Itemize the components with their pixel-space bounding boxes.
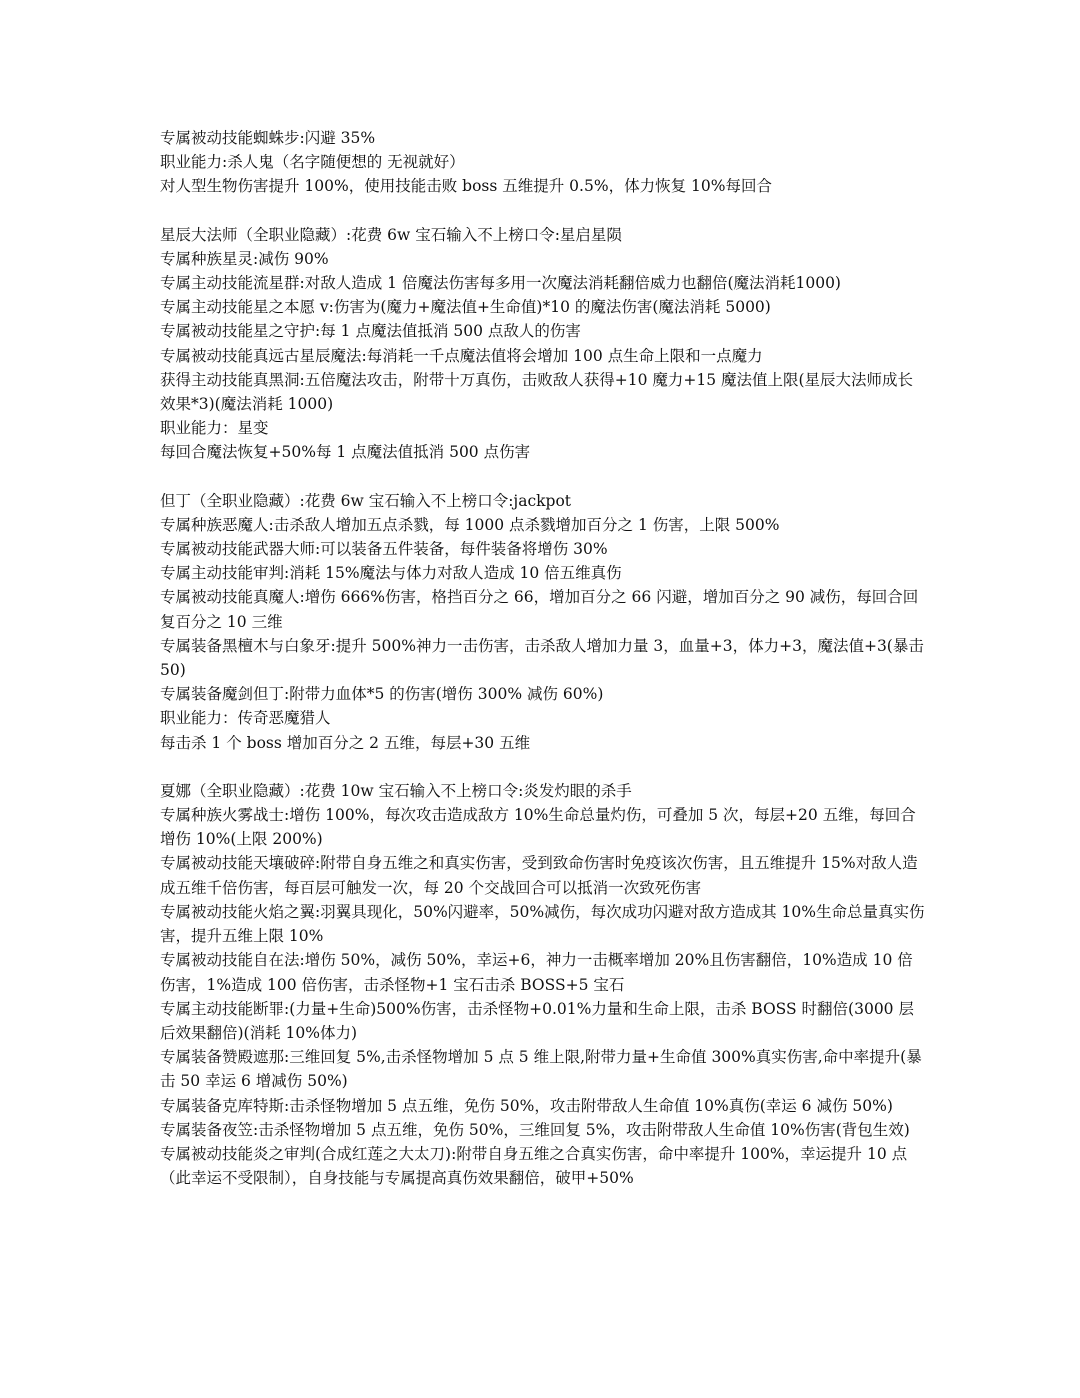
text-line: 但丁（全职业隐藏）:花费 6w 宝石输入不上榜口令:jackpot	[160, 491, 572, 510]
text-line: 专属被动技能自在法:增伤 50%，减伤 50%，幸运+6，神力一击概率增加 20%且伤害翻倍，10%造成 10 倍伤害，1%造成 100 倍伤害，击杀怪物+1 宝石击杀 BOSS+5 宝石	[160, 951, 913, 994]
text-section	[160, 126, 925, 199]
text-line: 职业能力:杀人鬼（名字随便想的 无视就好）	[160, 153, 465, 172]
text-line: 专属主动技能流星群:对敌人造成 1 倍魔法伤害每多用一次魔法消耗翻倍威力也翻倍(魔法消耗1000)	[160, 274, 841, 293]
text-line: 专属主动技能审判:消耗 15%魔法与体力对敌人造成 10 倍五维真伤	[160, 564, 622, 583]
text-line: 专属被动技能火焰之翼:羽翼具现化，50%闪避率，50%减伤，每次成功闪避对敌方造成其 10%生命总量真实伤害，提升五维上限 10%	[160, 902, 925, 946]
text-line: 专属被动技能炎之审判(合成红莲之大太刀):附带自身五维之合真实伤害，命中率提升 100%，幸运提升 10 点（此幸运不受限制），自身技能与专属提高真伤效果翻倍，破甲+50%	[160, 1144, 908, 1188]
text-line: 专属主动技能断罪:(力量+生命)500%伤害，击杀怪物+0.01%力量和生命上限，击杀 BOSS 时翻倍(3000 层后效果翻倍)(消耗 10%体力)	[160, 999, 914, 1042]
text-section	[160, 779, 925, 1190]
text-line: 对人型生物伤害提升 100%，使用技能击败 boss 五维提升 0.5%，体力恢复 10%每回合	[160, 177, 772, 196]
text-line: 专属被动技能星之守护:每 1 点魔法值抵消 500 点敌人的伤害	[160, 322, 581, 341]
text-line: 专属装备夜笠:击杀怪物增加 5 点五维，免伤 50%，三维回复 5%，攻击附带敌人生命值 10%伤害(背包生效)	[160, 1120, 910, 1139]
text-section	[160, 489, 925, 755]
text-line: 职业能力：传奇恶魔猎人	[160, 709, 331, 728]
text-line: 夏娜（全职业隐藏）:花费 10w 宝石输入不上榜口令:炎发灼眼的杀手	[160, 781, 632, 800]
text-line: 每击杀 1 个 boss 增加百分之 2 五维，每层+30 五维	[160, 733, 531, 752]
text-line: 获得主动技能真黑洞:五倍魔法攻击，附带十万真伤，击败敌人获得+10 魔力+15 魔法值上限(星辰大法师成长效果*3)(魔法消耗 1000)	[160, 370, 914, 414]
text-line: 专属种族火雾战士:增伤 100%，每次攻击造成敌方 10%生命总量灼伤，可叠加 5 次，每层+20 五维，每回合增伤 10%(上限 200%)	[160, 806, 916, 849]
text-line: 每回合魔法恢复+50%每 1 点魔法值抵消 500 点伤害	[160, 443, 531, 462]
text-line: 专属种族恶魔人:击杀敌人增加五点杀戮，每 1000 点杀戮增加百分之 1 伤害，上限 500%	[160, 515, 780, 534]
text-line: 专属被动技能天壤破碎:附带自身五维之和真实伤害，受到致命伤害时免疫该次伤害，且五维提升 15%对敌人造成五维千倍伤害，每百层可触发一次，每 20 个交战回合可以抵消一次致死伤害	[160, 854, 918, 897]
text-line: 职业能力：星变	[160, 419, 269, 438]
text-line: 专属被动技能蜘蛛步:闪避 35%	[160, 129, 376, 147]
text-section	[160, 223, 925, 465]
text-line: 专属装备克库特斯:击杀怪物增加 5 点五维，免伤 50%，攻击附带敌人生命值 10%真伤(幸运 6 减伤 50%)	[160, 1096, 893, 1115]
text-line: 专属被动技能武器大师:可以装备五件装备，每件装备将增伤 30%	[160, 540, 608, 559]
text-line: 专属被动技能真远古星辰魔法:每消耗一千点魔法值将会增加 100 点生命上限和一点魔力	[160, 346, 763, 365]
text-line: 专属装备黑檀木与白象牙:提升 500%神力一击伤害，击杀敌人增加力量 3，血量+3，体力+3，魔法值+3(暴击 50)	[160, 636, 924, 680]
text-line: 专属被动技能真魔人:增伤 666%伤害，格挡百分之 66，增加百分之 66 闪避，增加百分之 90 减伤，每回合回复百分之 10 三维	[160, 588, 919, 631]
text-line: 专属装备赞殿遮那:三维回复 5%,击杀怪物增加 5 点 5 维上限,附带力量+生命值 300%真实伤害,命中率提升(暴击 50 幸运 6 增减伤 50%)	[160, 1048, 922, 1091]
document-page	[160, 126, 925, 1190]
text-line: 专属装备魔剑但丁:附带力血体*5 的伤害(增伤 300% 减伤 60%)	[160, 685, 604, 704]
text-line: 星辰大法师（全职业隐藏）:花费 6w 宝石输入不上榜口令:星启星陨	[160, 225, 622, 244]
text-line: 专属主动技能星之本愿 v:伤害为(魔力+魔法值+生命值)*10 的魔法伤害(魔法消耗 5000)	[160, 298, 771, 317]
text-line: 专属种族星灵:减伤 90%	[160, 249, 329, 268]
